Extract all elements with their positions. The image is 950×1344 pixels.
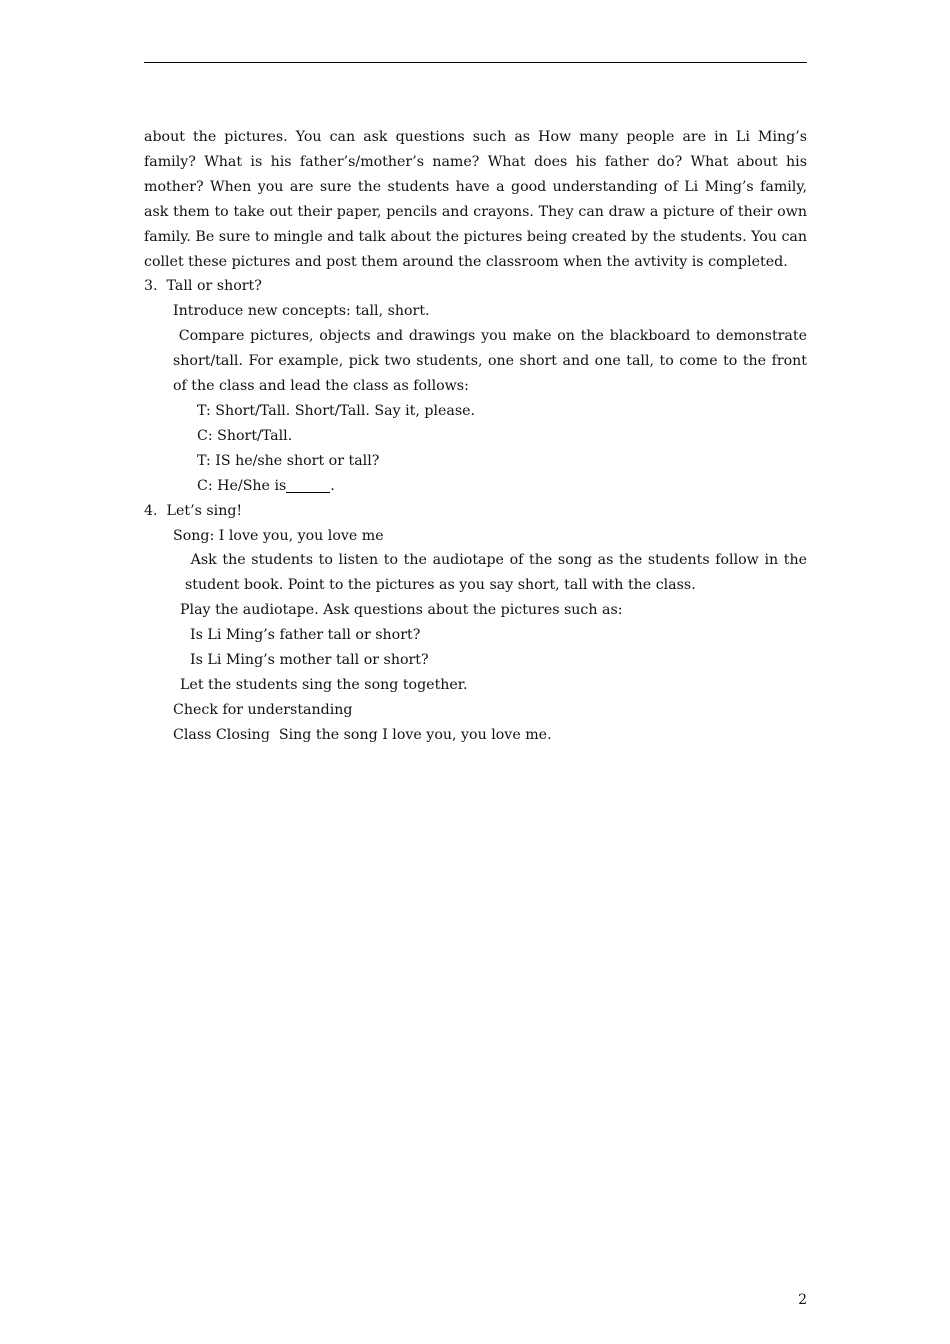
dialog-line-4 (144, 474, 807, 499)
header-rule (144, 62, 807, 63)
closing-line: Class Closing Sing the song I love you, you love me. (173, 726, 552, 743)
play-line: Play the audiotape. Ask questions about the pictures such as: (180, 602, 623, 619)
item-3-heading: 3. Tall or short? (144, 278, 262, 295)
page-number: 2 (798, 1292, 807, 1308)
song-body: Ask the students to listen to the audiotape of the song as the students follow in the student book. Point to the pictures as you say short, tall with the class. (185, 552, 812, 594)
song-line: Song: I love you, you love me (173, 527, 384, 544)
item-4-heading: 4. Let’s sing! (144, 502, 243, 519)
paragraph-intro: about the pictures. You can ask questions such as How many people are in Li Ming’s family? What is his father’s/mother’s name? What does his father do? What about his mother? When you are sure the students have a good understanding of Li Ming’s family, ask them to take out their paper, pencils and crayons. They can draw a picture of their own family. Be sure to mingle and talk about the pictures being created by the students. You can collet these pictures and post them around the classroom when the avtivity is completed. (144, 129, 812, 270)
question-1: Is Li Ming’s father tall or short? (190, 627, 421, 644)
fill-in-blank (286, 476, 330, 493)
dialog-line-3: T: IS he/she short or tall? (197, 452, 380, 469)
dialog-line-2: C: Short/Tall. (197, 427, 293, 444)
dialog-line-4-prefix: C: He/She is (197, 477, 287, 494)
check-line: Check for understanding (173, 701, 353, 718)
sing-line: Let the students sing the song together. (180, 676, 468, 693)
item-3-body: Compare pictures, objects and drawings you make on the blackboard to demonstrate short/tall. For example, pick two students, one short and one tall, to come to the front of the class and lead the class as follows: (173, 328, 812, 395)
dialog-line-4-suffix: . (330, 477, 335, 494)
question-2: Is Li Ming’s mother tall or short? (190, 652, 429, 669)
item-3-intro: Introduce new concepts: tall, short. (173, 303, 430, 320)
document-body (144, 125, 812, 748)
dialog-line-1: T: Short/Tall. Short/Tall. Say it, please. (197, 402, 476, 419)
